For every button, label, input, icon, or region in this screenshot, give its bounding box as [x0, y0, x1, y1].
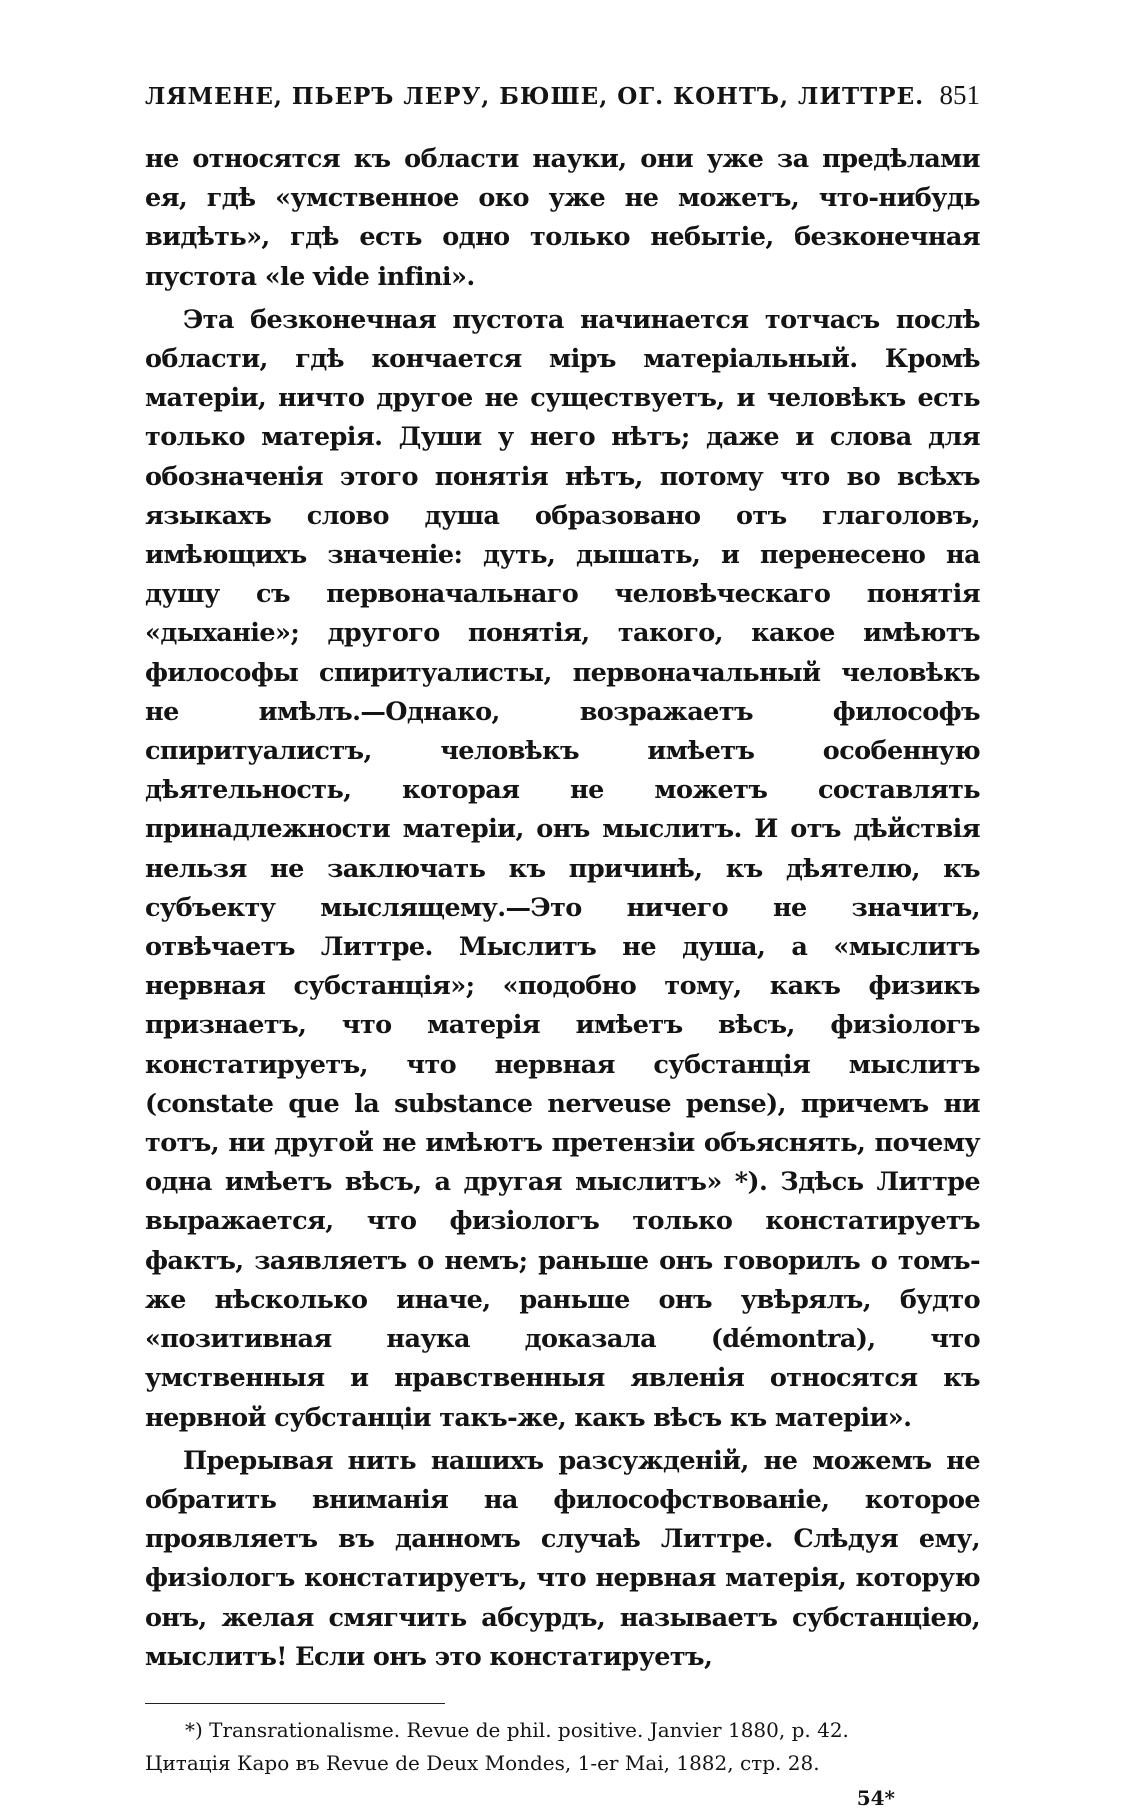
running-head [145, 80, 980, 140]
footnote-divider [145, 1703, 445, 1704]
footnotes [145, 1714, 980, 1780]
paragraph-continuation: не относятся къ области науки, они уже за предѣлами ея, гдѣ «умственное око уже не можетъ, что-нибудь видѣть», гдѣ есть одно только небытіе, безконечная пустота «le vide infini». [145, 144, 980, 292]
body-text [145, 140, 980, 1677]
footnote-line-1: *) Transrationalisme. Revue de phil. positive. Janvier 1880, p. 42. [185, 1717, 849, 1742]
paragraph-digression: Прерывая нить нашихъ разсужденій, не можемъ не обратить вниманія на философствованіе, которое проявляетъ въ данномъ случаѣ Литтре. Слѣдуя ему, физіологъ констатируетъ, что нервная матерія, которую онъ, желая смягчить абсурдъ, называетъ субстанціею, мыслитъ! Если онъ это констатируетъ, [145, 1445, 980, 1672]
running-title: ЛЯМЕНЕ, ПЬЕРЪ ЛЕРУ, БЮШЕ, ОГ. КОНТЪ, ЛИТТРЕ. [145, 83, 925, 110]
footnote-line-2: Цитація Каро въ Revue de Deux Mondes, 1-er Mai, 1882, стр. 28. [145, 1750, 820, 1775]
book-page [145, 80, 980, 1810]
printer-signature-mark: 54* [856, 1785, 895, 1810]
page-number: 851 [939, 80, 980, 110]
paragraph-main: Эта безконечная пустота начинается тотчасъ послѣ области, гдѣ кончается міръ матеріальный. Кромѣ матеріи, ничто другое не существуетъ, и человѣкъ есть только матерія. Души у него нѣтъ; даже и слова для обозначенія этого понятія нѣтъ, потому что во всѣхъ языкахъ слово душа образовано отъ глаголовъ, имѣющихъ значеніе: дуть, дышать, и перенесено на душу съ первоначальнаго человѣческаго понятія «дыханіе»; другого понятія, такого, какое имѣютъ философы спиритуалисты, первоначальный человѣкъ не имѣлъ.—Однако, возражаетъ философъ спиритуалистъ, человѣкъ имѣетъ особенную дѣятельность, которая не можетъ составлять принадлежности матеріи, онъ мыслитъ. И отъ дѣйствія нельзя не заключать къ причинѣ, къ дѣятелю, къ субъекту мыслящему.—Это ничего не значитъ, отвѣчаетъ Литтре. Мыслитъ не душа, а «мыслитъ нервная субстанція»; «подобно тому, какъ физикъ признаетъ, что матерія имѣетъ вѣсъ, физіологъ констатируетъ, что нервная субстанція мыслитъ (constate que la substance nerveuse pense), причемъ ни тотъ, ни другой не имѣютъ претензіи объяснять, почему одна имѣетъ вѣсъ, а другая мыслитъ» *). Здѣсь Литтре выражается, что физіологъ только констатируетъ фактъ, заявляетъ о немъ; раньше онъ говорилъ о томъ-же нѣсколько иначе, раньше онъ увѣрялъ, будто «позитивная наука доказала (démontra), что умственныя и нравственныя явленія относятся къ нервной субстанціи такъ-же, какъ вѣсъ къ матеріи». [145, 304, 980, 1433]
